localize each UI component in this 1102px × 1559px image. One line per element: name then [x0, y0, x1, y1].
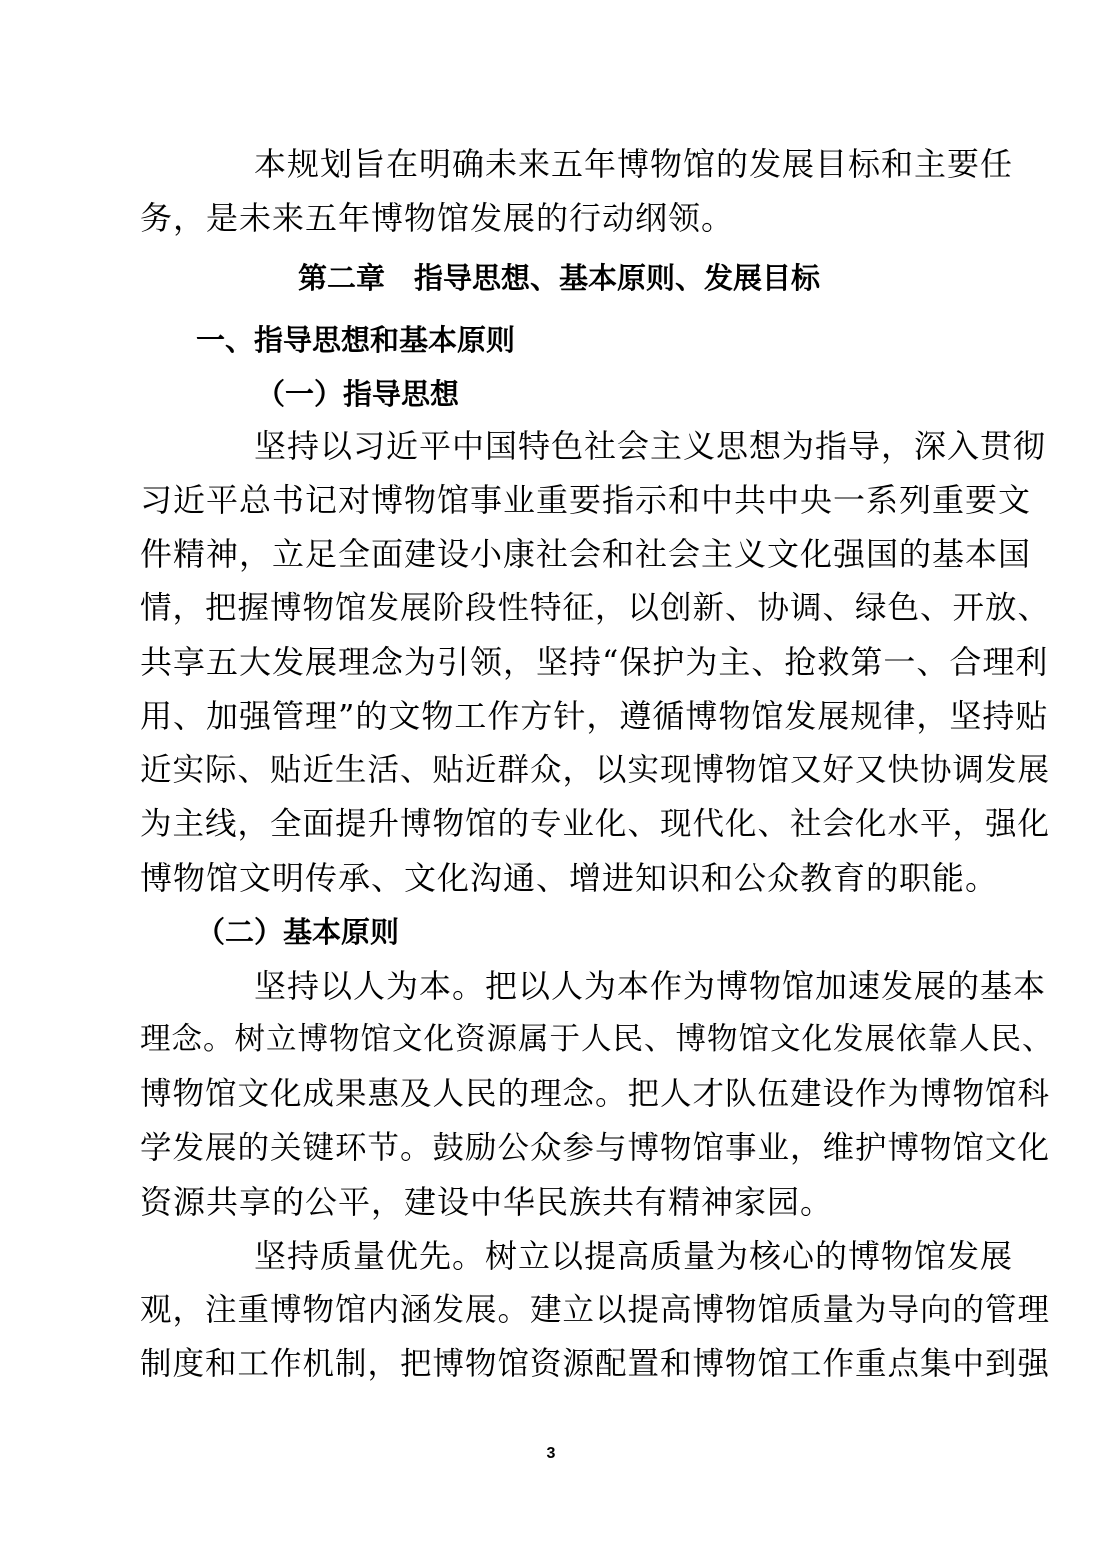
intro-line-2: 务，是未来五年博物馆发展的行动纲领。	[140, 199, 735, 237]
subsection-1-heading: （一）指导思想	[256, 377, 460, 411]
page-number: 3	[546, 1445, 556, 1462]
principle-2-line-1: 坚持质量优先。树立以提高质量为核心的博物馆发展	[254, 1237, 1014, 1275]
subsection-1-line-4: 情，把握博物馆发展阶段性特征，以创新、协调、绿色、开放、	[140, 590, 1051, 626]
principle-1-line-2: 理念。树立博物馆文化资源属于人民、博物馆文化发展依靠人民、	[140, 1022, 1054, 1057]
principle-1-line-3: 博物馆文化成果惠及人民的理念。把人才队伍建设作为博物馆科	[140, 1076, 1051, 1112]
chapter-title: 第二章 指导思想、基本原则、发展目标	[298, 261, 821, 295]
subsection-2-heading: （二）基本原则	[196, 915, 400, 949]
subsection-1-line-3: 件精神，立足全面建设小康社会和社会主义文化强国的基本国	[140, 535, 1032, 573]
subsection-1-line-8: 为主线，全面提升博物馆的专业化、现代化、社会化水平，强化	[140, 806, 1051, 842]
principle-1-line-5: 资源共享的公平，建设中华民族共有精神家园。	[140, 1183, 834, 1221]
principle-2-line-3: 制度和工作机制，把博物馆资源配置和博物馆工作重点集中到强	[140, 1346, 1051, 1382]
principle-1-line-1: 坚持以人为本。把以人为本作为博物馆加速发展的基本	[254, 967, 1047, 1005]
subsection-1-line-9: 博物馆文明传承、文化沟通、增进知识和公众教育的职能。	[140, 859, 999, 897]
subsection-1-line-7: 近实际、贴近生活、贴近群众，以实现博物馆又好又快协调发展	[140, 752, 1051, 788]
principle-1-line-4: 学发展的关键环节。鼓励公众参与博物馆事业，维护博物馆文化	[140, 1130, 1051, 1166]
section-heading: 一、指导思想和基本原则	[196, 323, 516, 357]
subsection-1-line-6: 用、加强管理”的文物工作方针，遵循博物馆发展规律，坚持贴	[140, 697, 1049, 735]
subsection-1-line-2: 习近平总书记对博物馆事业重要指示和中共中央一系列重要文	[140, 481, 1032, 519]
subsection-1-line-5: 共享五大发展理念为引领，坚持“保护为主、抢救第一、合理利	[140, 643, 1049, 681]
principle-2-line-2: 观，注重博物馆内涵发展。建立以提高博物馆质量为导向的管理	[140, 1292, 1051, 1328]
subsection-1-line-1: 坚持以习近平中国特色社会主义思想为指导，深入贯彻	[254, 427, 1047, 465]
intro-line-1: 本规划旨在明确未来五年博物馆的发展目标和主要任	[254, 145, 1014, 183]
